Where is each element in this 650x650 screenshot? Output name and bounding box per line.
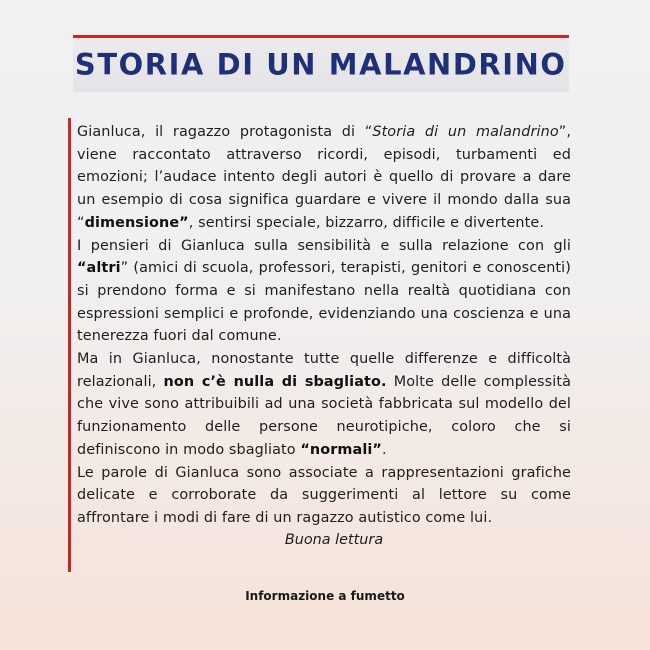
text-segment: ”, viene raccontato attraverso ricordi, episodi, turbamenti ed emozioni; l’audace intento degli autori è quello di provare a dare un esempio di cosa significa guardare e vivere il mondo dalla sua “	[77, 124, 571, 231]
paragraph-thoughts	[77, 235, 571, 349]
paragraph-differences	[77, 348, 571, 462]
source-credit: Informazione a fumetto	[245, 589, 405, 603]
text-segment: I pensieri di Gianluca sulla sensibilità e sulla relazione con gli	[77, 237, 571, 254]
article-body	[68, 118, 571, 572]
bold-normali: “normali”	[300, 441, 382, 458]
paragraph-words	[77, 462, 571, 530]
text-segment: Le parole di Gianluca sono associate a rappresentazioni grafiche delicate e corroborate da suggerimenti al lettore su come affrontare i modi di fare di un ragazzo autistico come lui.	[77, 464, 571, 526]
text-segment: Gianluca, il ragazzo protagonista di “	[77, 124, 373, 140]
bold-dimensione: dimensione”	[84, 214, 189, 231]
title-banner	[73, 35, 569, 92]
text-segment: , sentirsi speciale, bizzarro, difficile e divertente.	[188, 214, 545, 231]
text-segment: ” (amici di scuola, professori, terapisti, genitori e conoscenti) si prendono forma e si manifestano nella realtà quotidiana con espressioni semplici e profonde, evidenziando una coscienza e una tenerezza fuori dal comune.	[77, 260, 571, 345]
text-segment: Molte delle complessità che vive sono attribuibili ad una società fabbricata sul modello del funzionamento delle persone neurotipiche, coloro che si definiscono in modo sbagliato	[77, 373, 571, 458]
text-segment: Ma in Gianluca, nonostante tutte quelle differenze e difficoltà relazionali,	[77, 351, 571, 390]
paragraph-intro	[77, 121, 571, 235]
page-title: STORIA DI UN MALANDRINO	[75, 48, 567, 82]
signoff: Buona lettura	[284, 531, 384, 548]
book-title-italic: Storia di un malandrino	[372, 124, 559, 140]
bold-nothing-wrong: non c’è nulla di sbagliato.	[163, 373, 387, 390]
text-segment: .	[381, 441, 387, 458]
bold-altri: “altri	[77, 260, 121, 277]
